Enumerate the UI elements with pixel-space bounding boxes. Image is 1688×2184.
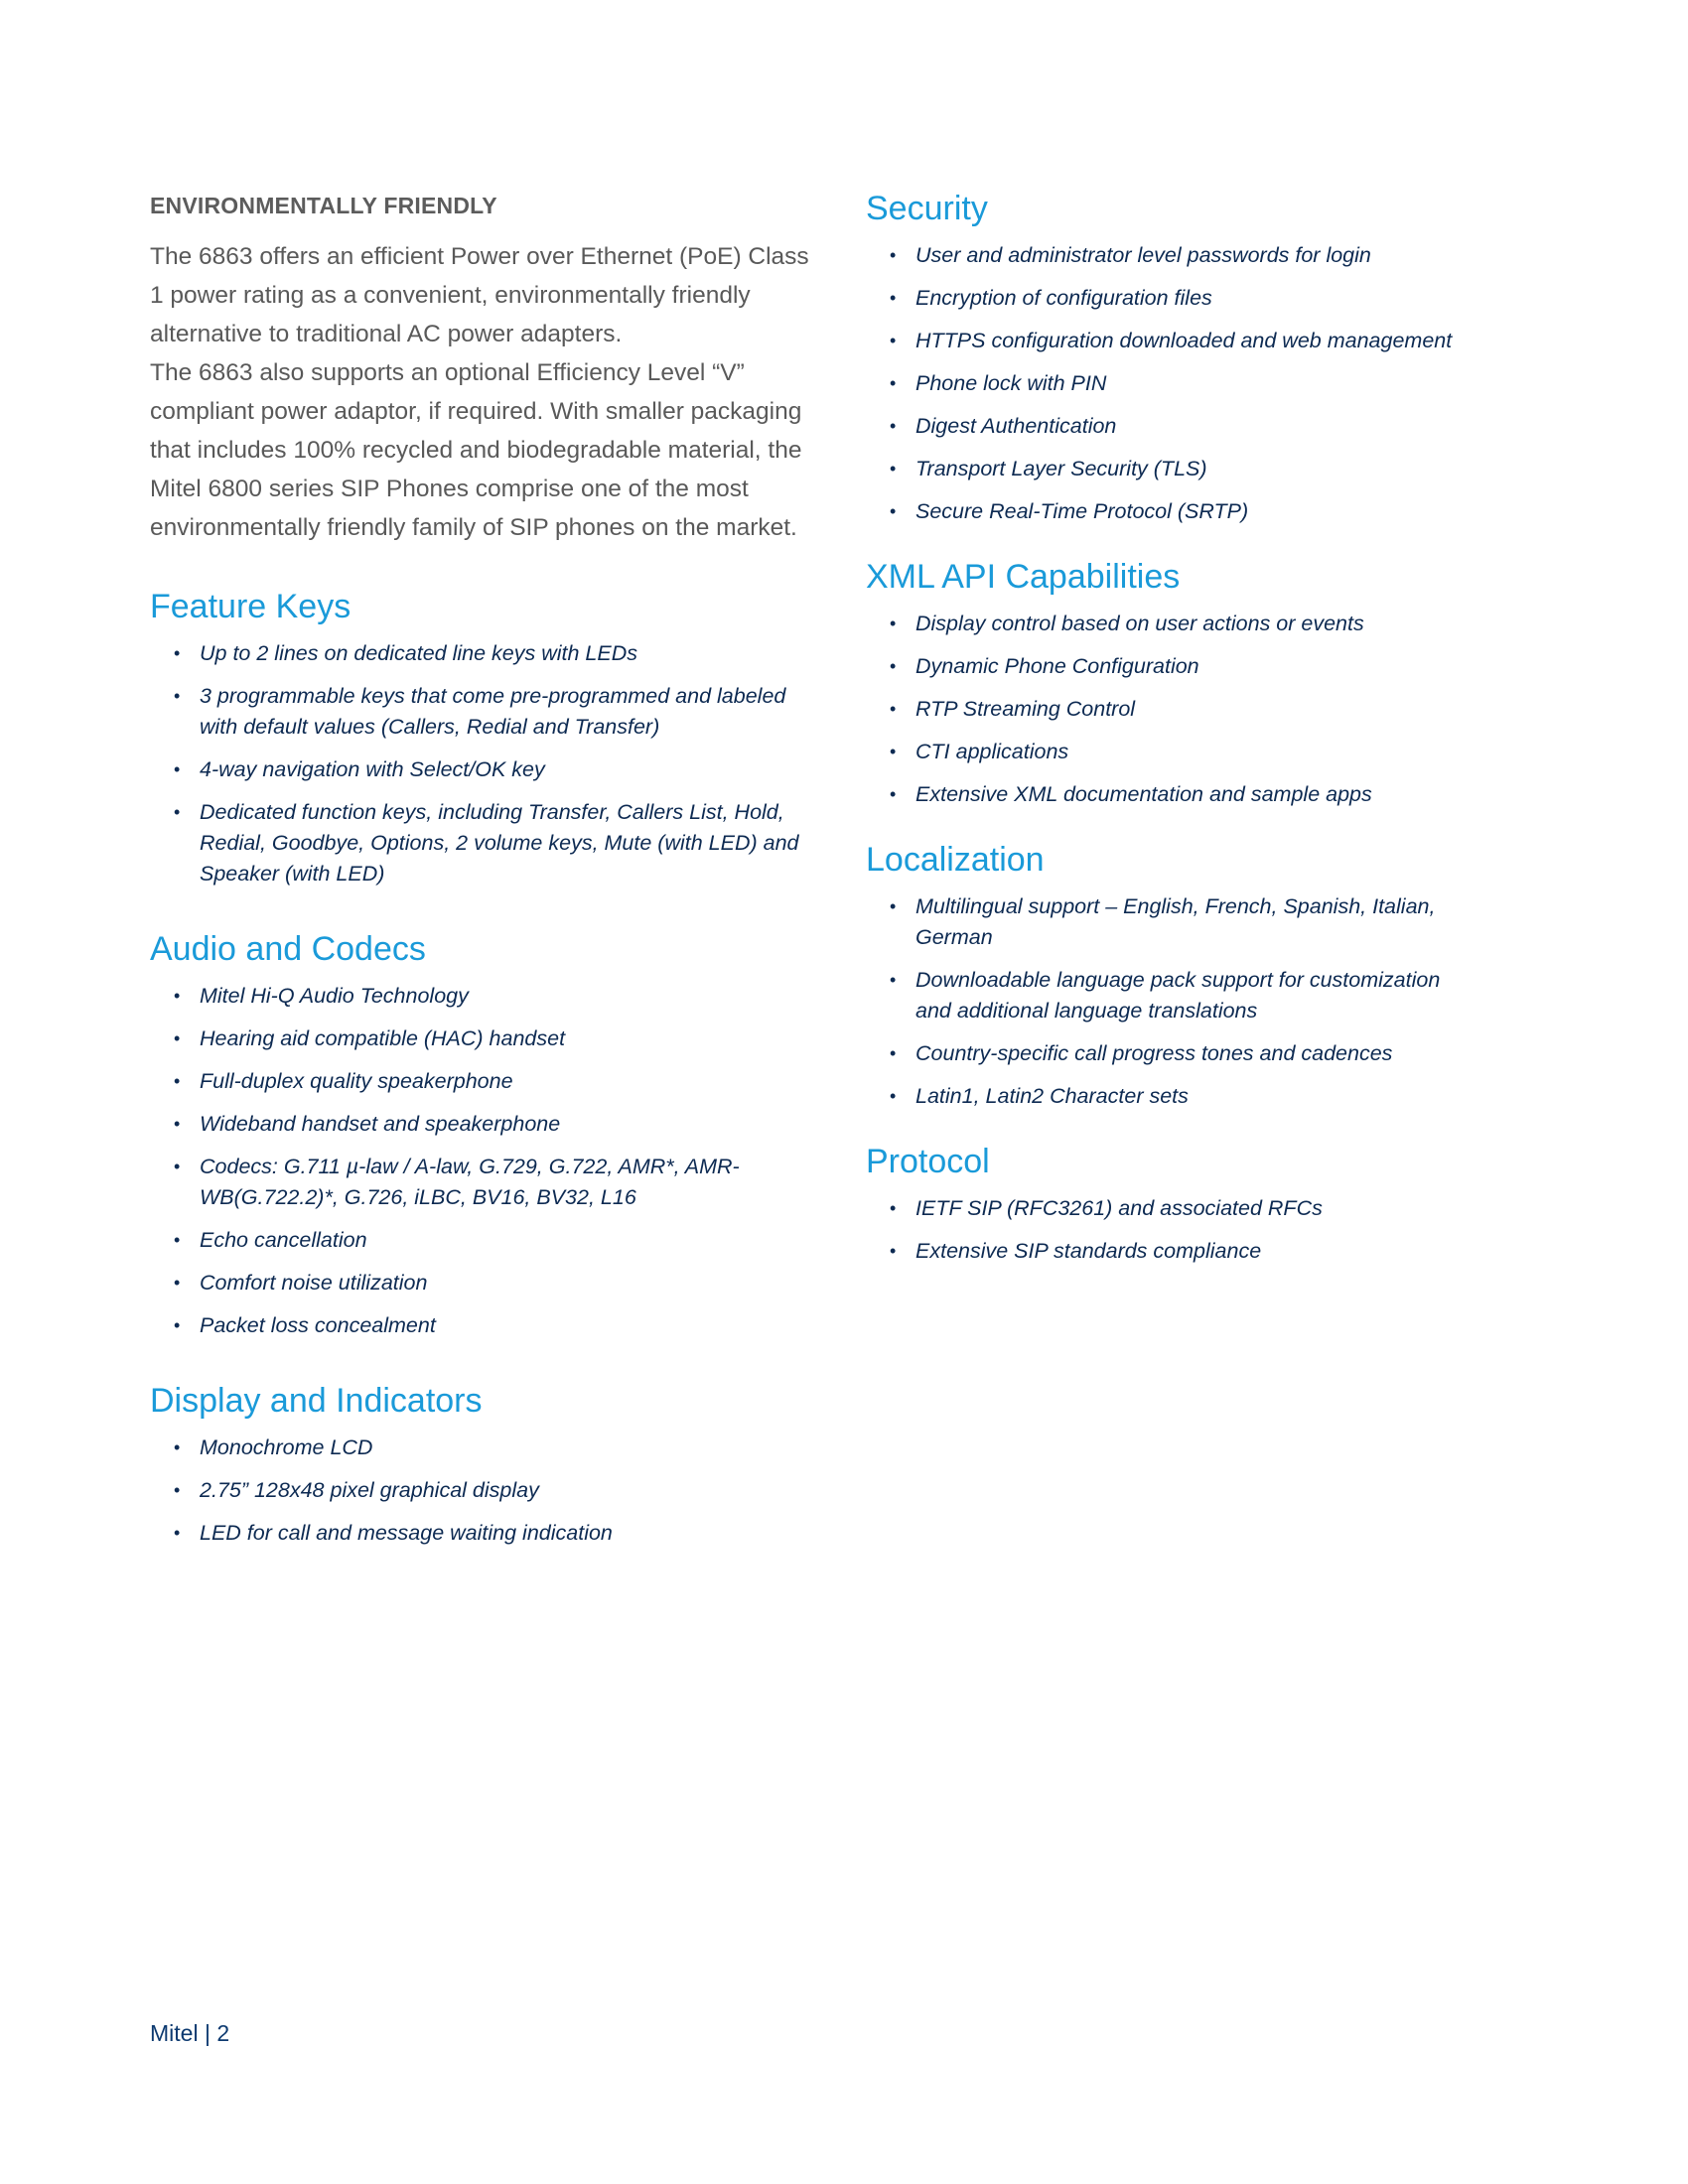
bullet-icon: • (890, 656, 897, 676)
bullet-icon: • (174, 802, 181, 822)
bullet-icon: • (174, 686, 181, 706)
localization-list (866, 891, 1481, 1112)
section-title-xml-api: XML API Capabilities (866, 558, 1181, 596)
list-item: • Transport Layer Security (TLS) (866, 454, 1481, 484)
bullet-icon: • (890, 1198, 897, 1218)
section-title-audio-codecs: Audio and Codecs (150, 930, 426, 968)
list-item: • HTTPS configuration downloaded and web management (866, 326, 1481, 356)
bullet-icon: • (890, 742, 897, 761)
list-item: • Monochrome LCD (150, 1433, 825, 1463)
bullet-icon: • (174, 1028, 181, 1048)
list-item: • Wideband handset and speakerphone (150, 1109, 825, 1140)
list-item: • Country-specific call progress tones and cadences (866, 1038, 1481, 1069)
list-item: • Echo cancellation (150, 1225, 825, 1256)
list-item: • Up to 2 lines on dedicated line keys with LEDs (150, 638, 825, 669)
bullet-icon: • (174, 643, 181, 663)
list-item: • User and administrator level passwords for login (866, 240, 1481, 271)
env-heading: ENVIRONMENTALLY FRIENDLY (150, 193, 497, 218)
bullet-icon: • (890, 331, 897, 350)
bullet-icon: • (174, 1315, 181, 1335)
section-title-display-indicators: Display and Indicators (150, 1382, 483, 1420)
bullet-icon: • (890, 416, 897, 436)
list-item: • Downloadable language pack support for customization and additional language translations (866, 965, 1481, 1026)
bullet-icon: • (174, 1114, 181, 1134)
list-item: • Extensive XML documentation and sample apps (866, 779, 1481, 810)
bullet-icon: • (890, 699, 897, 719)
bullet-icon: • (174, 1523, 181, 1543)
bullet-icon: • (174, 986, 181, 1006)
display-indicators-list (150, 1433, 825, 1549)
list-item: • Dedicated function keys, including Transfer, Callers List, Hold, Redial, Goodbye, Options, 2 volume keys, Mute (with LED) and Speaker (with LED) (150, 797, 825, 889)
env-paragraph-2: The 6863 also supports an optional Efficiency Level “V” compliant power adaptor, if required. With smaller packaging that includes 100% recycled and biodegradable material, the Mitel 6800 series SIP Phones comprise one of the most environmentally friendly family of SIP phones on the market. (150, 359, 802, 541)
list-item: • Digest Authentication (866, 411, 1481, 442)
security-list (866, 240, 1481, 527)
audio-codecs-list (150, 981, 825, 1341)
section-title-feature-keys: Feature Keys (150, 588, 352, 625)
list-item: • Secure Real-Time Protocol (SRTP) (866, 496, 1481, 527)
bullet-icon: • (890, 614, 897, 633)
list-item: • Extensive SIP standards compliance (866, 1236, 1481, 1267)
bullet-icon: • (890, 1086, 897, 1106)
xml-api-list (866, 609, 1481, 810)
bullet-icon: • (890, 288, 897, 308)
list-item: • Encryption of configuration files (866, 283, 1481, 314)
list-item: • Codecs: G.711 µ-law / A-law, G.729, G.722, AMR*, AMR-WB(G.722.2)*, G.726, iLBC, BV16, BV32, L16 (150, 1152, 825, 1213)
bullet-icon: • (174, 1437, 181, 1457)
list-item: • RTP Streaming Control (866, 694, 1481, 725)
left-column (150, 187, 825, 1561)
page-footer: Mitel | 2 (150, 2020, 230, 2046)
list-item: • CTI applications (866, 737, 1481, 767)
list-item: • Hearing aid compatible (HAC) handset (150, 1024, 825, 1054)
section-title-security: Security (866, 190, 988, 227)
list-item: • Dynamic Phone Configuration (866, 651, 1481, 682)
bullet-icon: • (890, 896, 897, 916)
list-item: • 2.75” 128x48 pixel graphical display (150, 1475, 825, 1506)
feature-keys-list (150, 638, 825, 889)
list-item: • Comfort noise utilization (150, 1268, 825, 1298)
bullet-icon: • (890, 373, 897, 393)
list-item: • Multilingual support – English, French, Spanish, Italian, German (866, 891, 1481, 953)
list-item: • 3 programmable keys that come pre-programmed and labeled with default values (Callers, Redial and Transfer) (150, 681, 825, 743)
bullet-icon: • (890, 784, 897, 804)
right-column (866, 187, 1481, 1279)
section-title-protocol: Protocol (866, 1143, 990, 1180)
bullet-icon: • (890, 1043, 897, 1063)
list-item: • Mitel Hi-Q Audio Technology (150, 981, 825, 1012)
bullet-icon: • (890, 1241, 897, 1261)
list-item: • Latin1, Latin2 Character sets (866, 1081, 1481, 1112)
list-item: • LED for call and message waiting indication (150, 1518, 825, 1549)
bullet-icon: • (890, 501, 897, 521)
bullet-icon: • (174, 1480, 181, 1500)
bullet-icon: • (174, 1230, 181, 1250)
list-item: • Display control based on user actions or events (866, 609, 1481, 639)
bullet-icon: • (174, 759, 181, 779)
list-item: • IETF SIP (RFC3261) and associated RFCs (866, 1193, 1481, 1224)
bullet-icon: • (890, 245, 897, 265)
list-item: • Packet loss concealment (150, 1310, 825, 1341)
list-item: • Phone lock with PIN (866, 368, 1481, 399)
list-item: • 4-way navigation with Select/OK key (150, 754, 825, 785)
bullet-icon: • (174, 1273, 181, 1293)
env-paragraph-1: The 6863 offers an efficient Power over Ethernet (PoE) Class 1 power rating as a convenient, environmentally friendly alternative to traditional AC power adapters. (150, 243, 809, 347)
bullet-icon: • (174, 1157, 181, 1176)
bullet-icon: • (174, 1071, 181, 1091)
section-title-localization: Localization (866, 841, 1045, 879)
bullet-icon: • (890, 970, 897, 990)
bullet-icon: • (890, 459, 897, 478)
list-item: • Full-duplex quality speakerphone (150, 1066, 825, 1097)
protocol-list (866, 1193, 1481, 1267)
